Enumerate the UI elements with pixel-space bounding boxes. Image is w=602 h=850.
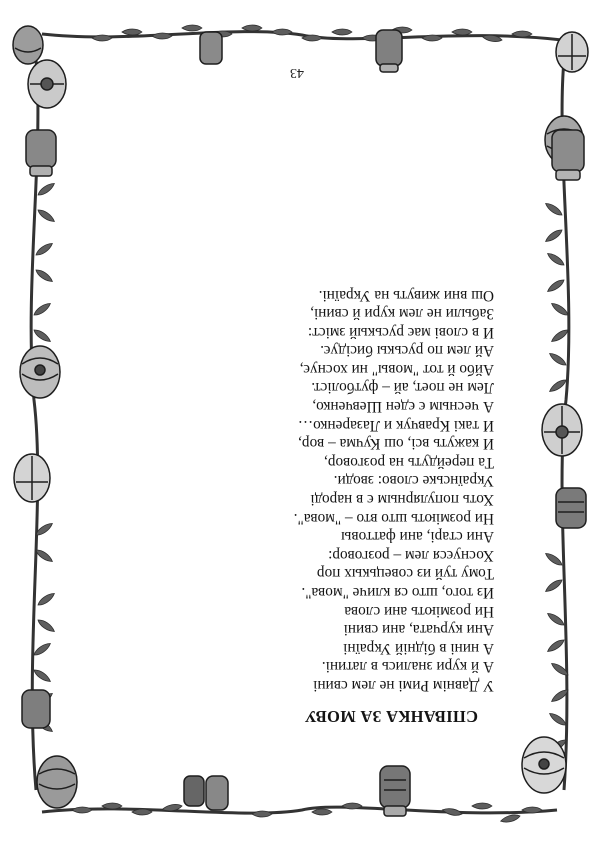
egg-icon-top-right	[37, 756, 77, 808]
poem-line: Ни розміють ани слова	[344, 602, 494, 620]
poem-line: Хоснуєся лем – розговор:	[328, 546, 494, 564]
poem-line: Тому туй из совецькых пор	[316, 565, 494, 583]
pot-icon-left-upper	[556, 488, 586, 528]
poem-line: Ай лем по руськы бисідує.	[320, 342, 494, 360]
poem-line: Хоть популярным є в народі	[310, 491, 494, 509]
poem-line: Ни розміють што вто – "мова".	[293, 509, 494, 527]
poem-line: Лем не поет, ай – футболіст.	[311, 379, 494, 397]
pot-icon-left-bottom	[552, 130, 584, 180]
leaf-column-left	[544, 201, 570, 754]
poem-line: И кажуть всі, ош Кучма – вор,	[298, 435, 494, 453]
pot-icon-top-center	[380, 766, 410, 816]
poem-lines	[96, 285, 516, 694]
pot-icon-top-middle	[184, 776, 228, 810]
egg-icon-right-lower	[28, 60, 66, 108]
poem-line: Ани курчата, ани свині	[343, 621, 494, 639]
poem-line: Айбо й тот "мовы" ни хоснує,	[299, 360, 494, 378]
egg-icon-bottom-left	[556, 32, 588, 72]
egg-icon-bottom-right	[13, 26, 43, 64]
poem-title: СПІВАНКА ЗА МОВУ	[304, 707, 478, 726]
poem-line: Та перейдуть на розговор,	[323, 453, 494, 471]
poem-line: И такі Кравчук и Лазаренко…	[297, 416, 494, 434]
poem-line: А нині в бідній Україні	[343, 639, 494, 657]
poem-line: А й кури знались в латині.	[321, 658, 494, 676]
poem-block	[96, 285, 516, 726]
pot-icon-right-upper	[22, 690, 50, 728]
egg-icon-right-upper	[14, 454, 50, 502]
poem-line: Ани старі, ани фаттовы	[341, 528, 494, 546]
page-number: 43	[290, 65, 304, 80]
egg-icon-left-middle	[542, 404, 582, 456]
pot-icon-bottom-center	[376, 30, 402, 72]
poem-line: И в слові має руськый зміст:	[307, 323, 494, 341]
poem-line: Ош вни живуть на Україні.	[318, 286, 494, 304]
leaf-row-bottom	[92, 25, 532, 43]
egg-icon-right-middle	[20, 346, 60, 398]
poem-line: А чесным є єден Шевченко,	[312, 398, 494, 416]
pot-icon-right-lower	[26, 130, 56, 176]
pot-icon-bottom-middle	[200, 32, 222, 64]
poem-line: У Давнім Римі не лем свині	[313, 677, 494, 694]
poem-line: Українське слово: зводи.	[333, 472, 494, 490]
poem-line: Из того, што ся кличе "мова".	[301, 584, 494, 602]
poem-line: Забыли не лем кури й свині,	[310, 305, 494, 323]
egg-icon-top-left	[522, 737, 566, 793]
